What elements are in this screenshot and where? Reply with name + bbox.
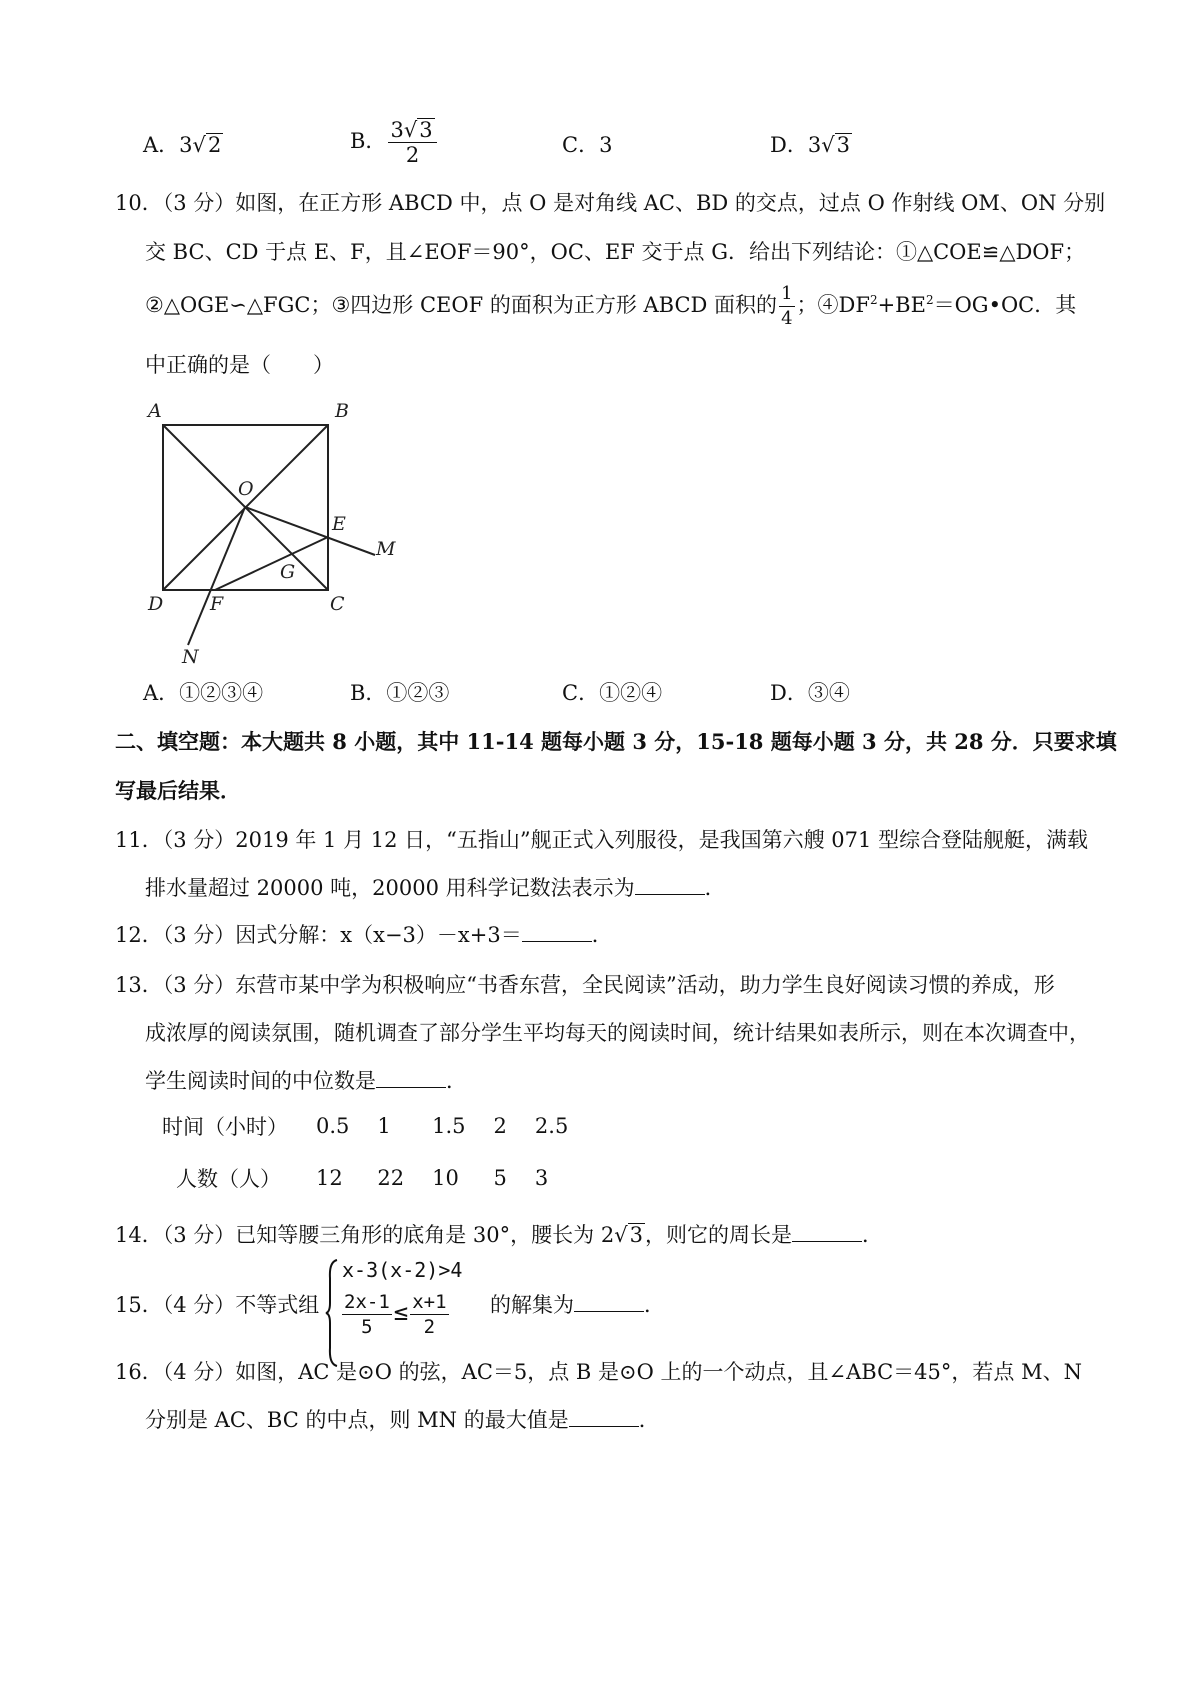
text: ，则它的周长是 xyxy=(644,1223,792,1247)
option-label: C． xyxy=(562,133,600,157)
text: ． xyxy=(591,923,613,947)
q9-option-a: A．3√2 xyxy=(143,133,222,157)
answer-blank xyxy=(574,1293,644,1312)
ray-on xyxy=(188,507,245,645)
q9-option-b xyxy=(350,118,439,167)
ray-om xyxy=(245,507,375,555)
section2-heading-line1: 二、填空题：本大题共 8 小题，其中 11-14 题每小题 3 分，15-18 题每小题 3 分，共 28 分．只要求填 xyxy=(115,729,1117,754)
option-label: D． xyxy=(770,133,808,157)
q10-option-a: A．①②③④ xyxy=(143,681,264,705)
system-brace xyxy=(325,1258,339,1368)
denominator: 2 xyxy=(405,143,420,167)
q13-line3 xyxy=(145,1066,467,1096)
option-label: B． xyxy=(350,129,387,153)
table-row xyxy=(148,1152,582,1204)
q15-prefix: 15．（4 分）不等式组 xyxy=(115,1293,320,1317)
text: 14．（3 分）已知等腰三角形的底角是 30°，腰长为 2 xyxy=(115,1223,615,1247)
text: 分别是 AC、BC 的中点，则 MN 的最大值是 xyxy=(145,1408,569,1432)
table-cell: 5 xyxy=(493,1166,507,1190)
q10-line2: 交 BC、CD 于点 E、F，且∠EOF＝90°，OC、EF 交于点 G．给出下列结论：①△COE≌△DOF； xyxy=(145,240,1086,264)
numerator: 2x-1 xyxy=(344,1291,390,1313)
label-m: M xyxy=(376,538,396,560)
answer-blank xyxy=(635,876,705,895)
q13-line2: 成浓厚的阅读氛围，随机调查了部分学生平均每天的阅读时间，统计结果如表所示，则在本次调查中， xyxy=(145,1021,1090,1045)
text: ②△OGE∽△FGC；③四边形 CEOF 的面积为正方形 ABCD 面积的 xyxy=(145,293,778,317)
fraction xyxy=(779,282,794,331)
table-cell: 2 xyxy=(493,1114,507,1138)
answer-blank xyxy=(569,1408,639,1427)
coef: 3 xyxy=(390,118,404,142)
radicand: 3 xyxy=(419,118,433,142)
numerator: x+1 xyxy=(412,1291,447,1313)
label-f: F xyxy=(210,593,224,615)
q10-line4: 中正确的是（ ） xyxy=(145,353,334,377)
q14-line: 14．（3 分）已知等腰三角形的底角是 30°，腰长为 2√3，则它的周长是 ． xyxy=(115,1223,883,1247)
q9-option-d: D．3√3 xyxy=(770,133,850,157)
fraction xyxy=(342,1290,392,1339)
text: 排水量超过 20000 吨，20000 用科学记数法表示为 xyxy=(145,876,635,900)
coef: 3 xyxy=(807,133,822,157)
text: ＝OG•OC．其 xyxy=(933,293,1077,317)
fraction xyxy=(410,1290,448,1339)
q9-option-c xyxy=(562,130,612,160)
denominator: 4 xyxy=(781,308,793,329)
label-a: A xyxy=(148,400,162,422)
q10-option-b: B．①②③ xyxy=(350,681,450,705)
q12-line xyxy=(115,920,613,950)
label-e: E xyxy=(332,513,346,535)
q10-line3 xyxy=(145,282,1076,331)
section2-heading-line2: 写最后结果． xyxy=(115,778,241,803)
label-d: D xyxy=(148,593,164,615)
reading-time-table xyxy=(148,1100,582,1204)
label-c: C xyxy=(330,593,345,615)
label-o: O xyxy=(238,478,254,500)
table-row xyxy=(148,1100,582,1152)
option-label: A． xyxy=(143,133,180,157)
table-cell: 0.5 xyxy=(316,1114,350,1138)
text: +BE xyxy=(877,293,926,317)
table-cell: 时间（小时） xyxy=(162,1115,288,1139)
q16-line1: 16．（4 分）如图，AC 是⊙O 的弦，AC＝5，点 B 是⊙O 上的一个动点，且∠ABC＝45°，若点 M、N xyxy=(115,1360,1082,1384)
radicand: 2 xyxy=(207,133,222,157)
q11-line2 xyxy=(145,873,726,903)
text: 的解集为 xyxy=(490,1293,574,1317)
text: ． xyxy=(644,1293,665,1317)
q15-inequality1: x-3(x-2)>4 xyxy=(342,1258,463,1282)
q10-line1: 10．（3 分）如图，在正方形 ABCD 中，点 O 是对角线 AC、BD 的交点，过点 O 作射线 OM、ON 分别 xyxy=(115,191,1106,215)
q16-line2 xyxy=(145,1405,660,1435)
text: ． xyxy=(704,876,726,900)
q10-option-d: D．③④ xyxy=(770,681,850,705)
option-value: 3 xyxy=(599,133,613,157)
table-cell: 22 xyxy=(377,1166,405,1190)
radicand: 3 xyxy=(836,133,850,157)
table-cell: 3 xyxy=(534,1166,549,1190)
table-cell: 2.5 xyxy=(534,1114,569,1138)
exponent: 2 xyxy=(869,293,878,307)
table-cell: 1.5 xyxy=(432,1114,466,1138)
q15-suffix xyxy=(490,1290,665,1320)
denominator: 5 xyxy=(361,1316,373,1338)
q15-inequality2 xyxy=(340,1290,451,1339)
radicand: 3 xyxy=(629,1223,643,1247)
q10-option-c: C．①②④ xyxy=(562,681,663,705)
segment-ef xyxy=(215,537,328,590)
label-n: N xyxy=(182,646,199,665)
answer-blank xyxy=(522,923,592,942)
q11-line1: 11．（3 分）2019 年 1 月 12 日，“五指山”舰正式入列服役，是我国第六艘 071 型综合登陆舰艇，满载 xyxy=(115,828,1089,852)
square-figure xyxy=(130,395,420,665)
table-cell: 12 xyxy=(316,1166,343,1190)
text: 12．（3 分）因式分解：x（x−3）－x+3＝ xyxy=(115,923,522,947)
answer-blank xyxy=(792,1223,862,1242)
coef: 3 xyxy=(179,133,193,157)
text: ；④DF xyxy=(796,293,870,317)
text: ． xyxy=(861,1223,883,1247)
q13-line1: 13．（3 分）东营市某中学为积极响应“书香东营，全民阅读”活动，助力学生良好阅读习惯的养成，形 xyxy=(115,973,1055,997)
text: ． xyxy=(638,1408,660,1432)
table-cell: 1 xyxy=(377,1114,391,1138)
label-g: G xyxy=(280,561,296,583)
denominator: 2 xyxy=(423,1316,436,1338)
table-cell: 人数（人） xyxy=(176,1167,281,1191)
table-cell: 10 xyxy=(432,1166,459,1190)
exponent: 2 xyxy=(925,293,934,307)
label-b: B xyxy=(335,400,349,422)
text: ． xyxy=(446,1069,467,1093)
answer-blank xyxy=(376,1069,446,1088)
fraction: $\frac{3√3}{2}$ xyxy=(388,118,436,167)
numerator: 1 xyxy=(779,282,794,307)
relation: ≤ xyxy=(393,1298,409,1326)
text: 学生阅读时间的中位数是 xyxy=(145,1069,376,1093)
